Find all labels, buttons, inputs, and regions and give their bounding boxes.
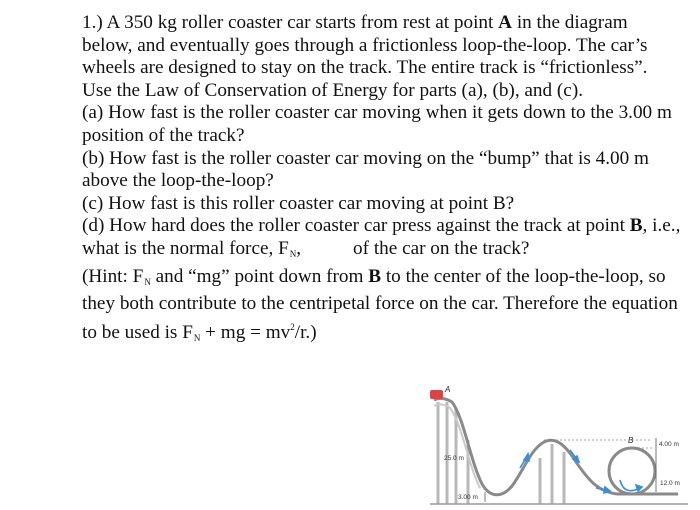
part-d: (d) How hard does the roller coaster car press against the track at point B, i.e., what is the normal force, $F_N$, of the car on the track? xyxy=(82,215,681,259)
label-a: A xyxy=(445,385,451,394)
point-a-ref: A xyxy=(498,12,513,33)
loop-the-loop xyxy=(609,448,655,494)
motion-arrows xyxy=(520,450,642,493)
problem-intro: 1.) A 350 kg roller coaster car starts from rest at point A in the diagram below, and eventually goes through a frictionless loop-the-loop. The car’s wheels are designed to stay on the track. The entire track is “frictionless”. Use the Law of Conservation of Energy for parts (a), (b), and (c). xyxy=(82,12,648,101)
height-loop-label: 12.0 m xyxy=(660,480,680,487)
point-b-ref: B xyxy=(629,215,643,237)
part-b: (b) How fast is the roller coaster car moving on the “bump” that is 4.00 m above the loop-the-loop? xyxy=(82,147,649,192)
roller-coaster-diagram xyxy=(420,380,690,510)
height-bump-label: 4.00 m xyxy=(659,441,679,448)
track-supports xyxy=(438,402,564,504)
part-c: (c) How fast is this roller coaster car moving at point B? xyxy=(82,192,515,214)
track xyxy=(434,398,678,494)
label-b: B xyxy=(628,436,634,445)
part-a: (a) How fast is the roller coaster car moving when it gets down to the 3.00 m position of the track? xyxy=(82,102,672,146)
hint: (Hint: $F_N$ and “mg” point down from B to the center of the loop-the-loop, so they both contribute to the centripetal force on the car. Therefore the equation to be used is $F_N$ + mg = $mv^2/r$.) xyxy=(82,265,678,343)
height-low-label: 3.00 m xyxy=(458,494,478,501)
coaster-car xyxy=(430,390,443,399)
height-start-label: 25.0 m xyxy=(444,455,464,462)
problem-text xyxy=(82,12,682,349)
